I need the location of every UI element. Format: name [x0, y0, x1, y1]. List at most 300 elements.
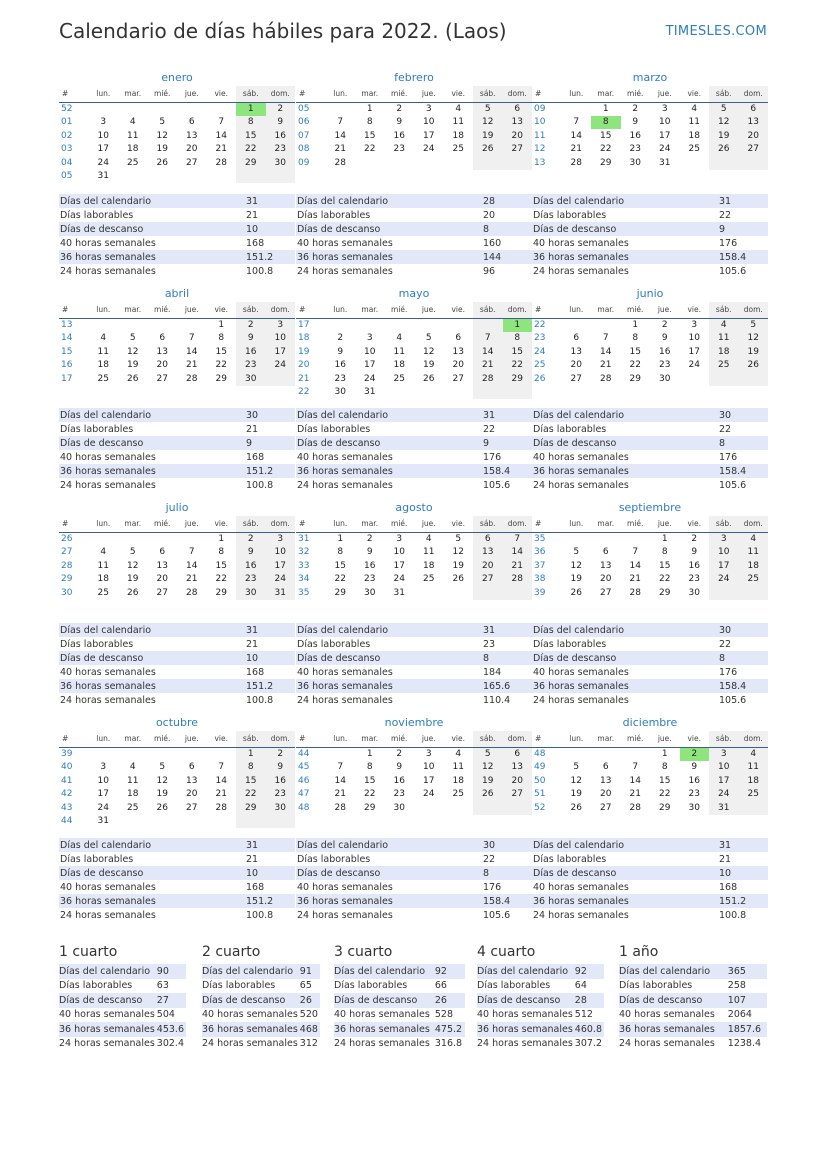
- day-cell[interactable]: 22: [659, 574, 671, 585]
- day-cell[interactable]: 27: [739, 143, 769, 157]
- day-cell[interactable]: 19: [570, 789, 582, 800]
- day-cell[interactable]: 16: [688, 560, 700, 571]
- day-cell[interactable]: 14: [629, 775, 641, 786]
- day-cell[interactable]: 1: [503, 318, 533, 332]
- day-cell[interactable]: 28: [334, 802, 346, 813]
- day-cell[interactable]: 8: [661, 762, 668, 773]
- day-cell[interactable]: 28: [473, 372, 503, 386]
- day-cell[interactable]: 18: [739, 774, 769, 788]
- day-cell[interactable]: 19: [156, 789, 168, 800]
- day-cell[interactable]: 25: [97, 587, 109, 598]
- day-cell[interactable]: 1: [366, 104, 373, 114]
- day-cell[interactable]: 25: [127, 802, 139, 813]
- day-cell[interactable]: 3: [266, 318, 296, 332]
- day-cell[interactable]: 11: [393, 346, 405, 357]
- day-cell[interactable]: 23: [236, 573, 266, 587]
- day-cell[interactable]: 6: [159, 333, 166, 344]
- day-cell[interactable]: 30: [266, 801, 296, 815]
- day-cell[interactable]: 14: [570, 130, 582, 141]
- day-cell[interactable]: 19: [473, 774, 503, 788]
- day-cell[interactable]: 17: [423, 130, 435, 141]
- day-cell[interactable]: 8: [661, 547, 668, 558]
- day-cell[interactable]: 3: [425, 749, 432, 759]
- day-cell[interactable]: 3: [396, 534, 403, 544]
- day-cell[interactable]: 8: [236, 761, 266, 775]
- day-cell[interactable]: 22: [503, 359, 533, 373]
- day-cell[interactable]: 24: [97, 157, 109, 168]
- day-cell[interactable]: 26: [570, 587, 582, 598]
- day-cell[interactable]: 27: [503, 143, 533, 157]
- day-cell[interactable]: 12: [709, 116, 739, 130]
- day-cell[interactable]: 5: [473, 102, 503, 116]
- day-cell[interactable]: 7: [218, 117, 225, 128]
- day-cell[interactable]: 14: [186, 560, 198, 571]
- day-cell[interactable]: 17: [97, 144, 109, 155]
- day-cell[interactable]: 14: [215, 775, 227, 786]
- day-cell[interactable]: 31: [97, 816, 109, 827]
- day-cell[interactable]: 28: [503, 573, 533, 587]
- day-cell[interactable]: 11: [739, 761, 769, 775]
- day-cell[interactable]: 24: [393, 574, 405, 585]
- day-cell[interactable]: 8: [337, 547, 344, 558]
- day-cell[interactable]: 23: [688, 789, 700, 800]
- day-cell[interactable]: 18: [97, 574, 109, 585]
- day-cell[interactable]: 26: [473, 788, 503, 802]
- day-cell[interactable]: 2: [337, 333, 344, 344]
- day-cell[interactable]: 1: [632, 320, 639, 330]
- day-cell[interactable]: 11: [452, 762, 464, 773]
- day-cell[interactable]: 5: [573, 762, 580, 773]
- day-cell[interactable]: 13: [570, 346, 582, 357]
- day-cell[interactable]: 28: [334, 157, 346, 168]
- day-cell[interactable]: 7: [188, 547, 195, 558]
- day-cell[interactable]: 31: [97, 171, 109, 182]
- day-cell[interactable]: 30: [236, 372, 266, 386]
- day-cell[interactable]: 6: [503, 747, 533, 761]
- day-cell[interactable]: 4: [455, 104, 462, 114]
- day-cell[interactable]: 11: [97, 346, 109, 357]
- day-cell[interactable]: 10: [97, 130, 109, 141]
- day-cell[interactable]: 5: [455, 534, 462, 544]
- day-cell[interactable]: 1: [661, 749, 668, 759]
- day-cell[interactable]: 18: [452, 775, 464, 786]
- day-cell[interactable]: 30: [334, 387, 346, 398]
- day-cell[interactable]: 29: [236, 801, 266, 815]
- day-cell[interactable]: 26: [452, 574, 464, 585]
- day-cell[interactable]: 8: [591, 116, 621, 130]
- day-cell[interactable]: 30: [364, 587, 376, 598]
- day-cell[interactable]: 6: [602, 762, 609, 773]
- day-cell[interactable]: 7: [503, 532, 533, 546]
- day-cell[interactable]: 20: [570, 360, 582, 371]
- day-cell[interactable]: 2: [266, 747, 296, 761]
- day-cell[interactable]: 17: [659, 130, 671, 141]
- day-cell[interactable]: 30: [266, 156, 296, 170]
- day-cell[interactable]: 23: [266, 143, 296, 157]
- day-cell[interactable]: 26: [709, 143, 739, 157]
- day-cell[interactable]: 16: [364, 560, 376, 571]
- day-cell[interactable]: 29: [236, 156, 266, 170]
- day-cell[interactable]: 29: [629, 373, 641, 384]
- day-cell[interactable]: 10: [709, 761, 739, 775]
- day-cell[interactable]: 9: [366, 547, 373, 558]
- day-cell[interactable]: 4: [691, 104, 698, 114]
- day-cell[interactable]: 12: [127, 560, 139, 571]
- day-cell[interactable]: 20: [186, 144, 198, 155]
- day-cell[interactable]: 9: [236, 332, 266, 346]
- day-cell[interactable]: 16: [334, 360, 346, 371]
- day-cell[interactable]: 7: [337, 762, 344, 773]
- day-cell[interactable]: 1: [366, 749, 373, 759]
- day-cell[interactable]: 3: [661, 104, 668, 114]
- day-cell[interactable]: 25: [452, 789, 464, 800]
- day-cell[interactable]: 6: [188, 762, 195, 773]
- day-cell[interactable]: 27: [570, 373, 582, 384]
- day-cell[interactable]: 4: [709, 318, 739, 332]
- day-cell[interactable]: 10: [709, 546, 739, 560]
- day-cell[interactable]: 12: [156, 130, 168, 141]
- day-cell[interactable]: 4: [455, 749, 462, 759]
- day-cell[interactable]: 11: [423, 547, 435, 558]
- day-cell[interactable]: 20: [452, 360, 464, 371]
- day-cell[interactable]: 13: [503, 116, 533, 130]
- day-cell[interactable]: 21: [629, 789, 641, 800]
- day-cell[interactable]: 6: [455, 333, 462, 344]
- day-cell[interactable]: 23: [629, 144, 641, 155]
- day-cell[interactable]: 21: [186, 360, 198, 371]
- day-cell[interactable]: 14: [334, 775, 346, 786]
- day-cell[interactable]: 2: [680, 747, 710, 761]
- day-cell[interactable]: 22: [659, 789, 671, 800]
- day-cell[interactable]: 7: [188, 333, 195, 344]
- day-cell[interactable]: 5: [425, 333, 432, 344]
- day-cell[interactable]: 15: [659, 560, 671, 571]
- day-cell[interactable]: 25: [739, 573, 769, 587]
- day-cell[interactable]: 6: [159, 547, 166, 558]
- day-cell[interactable]: 30: [688, 587, 700, 598]
- day-cell[interactable]: 8: [218, 333, 225, 344]
- day-cell[interactable]: 20: [156, 574, 168, 585]
- day-cell[interactable]: 21: [629, 574, 641, 585]
- day-cell[interactable]: 11: [127, 775, 139, 786]
- day-cell[interactable]: 17: [423, 775, 435, 786]
- day-cell[interactable]: 24: [688, 360, 700, 371]
- day-cell[interactable]: 29: [334, 587, 346, 598]
- day-cell[interactable]: 15: [215, 346, 227, 357]
- day-cell[interactable]: 13: [186, 130, 198, 141]
- day-cell[interactable]: 26: [739, 359, 769, 373]
- day-cell[interactable]: 11: [688, 117, 700, 128]
- day-cell[interactable]: 12: [473, 116, 503, 130]
- day-cell[interactable]: 24: [423, 789, 435, 800]
- day-cell[interactable]: 15: [236, 129, 266, 143]
- day-cell[interactable]: 22: [364, 789, 376, 800]
- day-cell[interactable]: 17: [266, 345, 296, 359]
- day-cell[interactable]: 26: [127, 587, 139, 598]
- day-cell[interactable]: 21: [334, 789, 346, 800]
- day-cell[interactable]: 28: [186, 587, 198, 598]
- day-cell[interactable]: 24: [97, 802, 109, 813]
- day-cell[interactable]: 12: [570, 775, 582, 786]
- day-cell[interactable]: 18: [127, 144, 139, 155]
- day-cell[interactable]: 30: [236, 586, 266, 600]
- day-cell[interactable]: 27: [473, 573, 503, 587]
- day-cell[interactable]: 22: [334, 574, 346, 585]
- day-cell[interactable]: 3: [100, 117, 107, 128]
- day-cell[interactable]: 15: [364, 130, 376, 141]
- day-cell[interactable]: 26: [156, 802, 168, 813]
- day-cell[interactable]: 1: [236, 747, 266, 761]
- day-cell[interactable]: 22: [600, 144, 612, 155]
- day-cell[interactable]: 5: [709, 102, 739, 116]
- day-cell[interactable]: 19: [127, 574, 139, 585]
- day-cell[interactable]: 26: [570, 802, 582, 813]
- day-cell[interactable]: 31: [393, 587, 405, 598]
- day-cell[interactable]: 23: [688, 574, 700, 585]
- day-cell[interactable]: 29: [659, 802, 671, 813]
- day-cell[interactable]: 20: [600, 789, 612, 800]
- day-cell[interactable]: 7: [632, 762, 639, 773]
- day-cell[interactable]: 5: [129, 547, 136, 558]
- day-cell[interactable]: 6: [188, 117, 195, 128]
- day-cell[interactable]: 22: [364, 144, 376, 155]
- day-cell[interactable]: 25: [739, 788, 769, 802]
- day-cell[interactable]: 10: [393, 547, 405, 558]
- day-cell[interactable]: 16: [236, 559, 266, 573]
- day-cell[interactable]: 5: [159, 762, 166, 773]
- day-cell[interactable]: 18: [739, 559, 769, 573]
- day-cell[interactable]: 28: [570, 157, 582, 168]
- day-cell[interactable]: 18: [97, 360, 109, 371]
- day-cell[interactable]: 19: [423, 360, 435, 371]
- day-cell[interactable]: 18: [709, 345, 739, 359]
- day-cell[interactable]: 29: [659, 587, 671, 598]
- day-cell[interactable]: 19: [127, 360, 139, 371]
- day-cell[interactable]: 29: [503, 372, 533, 386]
- day-cell[interactable]: 11: [452, 117, 464, 128]
- day-cell[interactable]: 5: [573, 547, 580, 558]
- day-cell[interactable]: 15: [364, 775, 376, 786]
- day-cell[interactable]: 9: [691, 547, 698, 558]
- day-cell[interactable]: 21: [570, 144, 582, 155]
- day-cell[interactable]: 17: [266, 559, 296, 573]
- day-cell[interactable]: 28: [215, 802, 227, 813]
- day-cell[interactable]: 27: [600, 802, 612, 813]
- day-cell[interactable]: 4: [100, 333, 107, 344]
- day-cell[interactable]: 15: [503, 345, 533, 359]
- day-cell[interactable]: 28: [629, 802, 641, 813]
- day-cell[interactable]: 20: [503, 129, 533, 143]
- day-cell[interactable]: 12: [127, 346, 139, 357]
- day-cell[interactable]: 1: [661, 534, 668, 544]
- day-cell[interactable]: 14: [186, 346, 198, 357]
- day-cell[interactable]: 1: [218, 534, 225, 544]
- day-cell[interactable]: 6: [473, 532, 503, 546]
- day-cell[interactable]: 12: [739, 332, 769, 346]
- day-cell[interactable]: 27: [452, 373, 464, 384]
- day-cell[interactable]: 27: [600, 587, 612, 598]
- day-cell[interactable]: 21: [186, 574, 198, 585]
- day-cell[interactable]: 30: [688, 802, 700, 813]
- day-cell[interactable]: 29: [600, 157, 612, 168]
- day-cell[interactable]: 12: [156, 775, 168, 786]
- day-cell[interactable]: 23: [266, 788, 296, 802]
- day-cell[interactable]: 5: [159, 117, 166, 128]
- day-cell[interactable]: 3: [691, 320, 698, 330]
- day-cell[interactable]: 13: [156, 560, 168, 571]
- day-cell[interactable]: 17: [97, 789, 109, 800]
- day-cell[interactable]: 27: [156, 587, 168, 598]
- day-cell[interactable]: 3: [100, 762, 107, 773]
- day-cell[interactable]: 14: [334, 130, 346, 141]
- day-cell[interactable]: 14: [629, 560, 641, 571]
- day-cell[interactable]: 2: [396, 749, 403, 759]
- day-cell[interactable]: 14: [600, 346, 612, 357]
- day-cell[interactable]: 27: [186, 802, 198, 813]
- day-cell[interactable]: 3: [425, 104, 432, 114]
- day-cell[interactable]: 24: [659, 144, 671, 155]
- day-cell[interactable]: 10: [97, 775, 109, 786]
- day-cell[interactable]: 25: [423, 574, 435, 585]
- day-cell[interactable]: 29: [364, 802, 376, 813]
- day-cell[interactable]: 18: [688, 130, 700, 141]
- day-cell[interactable]: 9: [632, 117, 639, 128]
- day-cell[interactable]: 19: [452, 560, 464, 571]
- day-cell[interactable]: 2: [396, 104, 403, 114]
- day-cell[interactable]: 25: [393, 373, 405, 384]
- day-cell[interactable]: 31: [659, 157, 671, 168]
- day-cell[interactable]: 28: [186, 373, 198, 384]
- day-cell[interactable]: 2: [632, 104, 639, 114]
- day-cell[interactable]: 4: [739, 532, 769, 546]
- day-cell[interactable]: 13: [186, 775, 198, 786]
- day-cell[interactable]: 29: [215, 587, 227, 598]
- day-cell[interactable]: 22: [236, 788, 266, 802]
- day-cell[interactable]: 23: [393, 144, 405, 155]
- day-cell[interactable]: 22: [629, 360, 641, 371]
- day-cell[interactable]: 10: [266, 546, 296, 560]
- day-cell[interactable]: 16: [688, 775, 700, 786]
- day-cell[interactable]: 9: [396, 117, 403, 128]
- day-cell[interactable]: 9: [337, 346, 344, 357]
- day-cell[interactable]: 10: [688, 333, 700, 344]
- day-cell[interactable]: 15: [659, 775, 671, 786]
- day-cell[interactable]: 25: [452, 144, 464, 155]
- day-cell[interactable]: 13: [156, 346, 168, 357]
- day-cell[interactable]: 23: [236, 359, 266, 373]
- day-cell[interactable]: 14: [473, 345, 503, 359]
- day-cell[interactable]: 28: [600, 373, 612, 384]
- day-cell[interactable]: 11: [739, 546, 769, 560]
- brand-link[interactable]: TIMESLES.COM: [665, 24, 767, 39]
- day-cell[interactable]: 2: [366, 534, 373, 544]
- day-cell[interactable]: 20: [473, 559, 503, 573]
- day-cell[interactable]: 15: [334, 560, 346, 571]
- day-cell[interactable]: 17: [688, 346, 700, 357]
- day-cell[interactable]: 17: [364, 360, 376, 371]
- day-cell[interactable]: 14: [503, 546, 533, 560]
- day-cell[interactable]: 7: [573, 117, 580, 128]
- day-cell[interactable]: 26: [127, 373, 139, 384]
- day-cell[interactable]: 22: [215, 360, 227, 371]
- day-cell[interactable]: 25: [97, 373, 109, 384]
- day-cell[interactable]: 10: [659, 117, 671, 128]
- day-cell[interactable]: 21: [215, 789, 227, 800]
- day-cell[interactable]: 13: [503, 761, 533, 775]
- day-cell[interactable]: 26: [423, 373, 435, 384]
- day-cell[interactable]: 1: [218, 320, 225, 330]
- day-cell[interactable]: 31: [364, 387, 376, 398]
- day-cell[interactable]: 4: [739, 747, 769, 761]
- day-cell[interactable]: 19: [739, 345, 769, 359]
- day-cell[interactable]: 30: [659, 373, 671, 384]
- day-cell[interactable]: 26: [156, 157, 168, 168]
- day-cell[interactable]: 5: [739, 318, 769, 332]
- day-cell[interactable]: 2: [661, 320, 668, 330]
- day-cell[interactable]: 30: [393, 802, 405, 813]
- day-cell[interactable]: 12: [452, 547, 464, 558]
- day-cell[interactable]: 1: [236, 102, 266, 116]
- day-cell[interactable]: 8: [632, 333, 639, 344]
- day-cell[interactable]: 24: [266, 573, 296, 587]
- day-cell[interactable]: 17: [709, 559, 739, 573]
- day-cell[interactable]: 10: [266, 332, 296, 346]
- day-cell[interactable]: 14: [215, 130, 227, 141]
- day-cell[interactable]: 19: [709, 129, 739, 143]
- day-cell[interactable]: 7: [473, 332, 503, 346]
- day-cell[interactable]: 12: [570, 560, 582, 571]
- day-cell[interactable]: 11: [97, 560, 109, 571]
- day-cell[interactable]: 4: [425, 534, 432, 544]
- day-cell[interactable]: 27: [503, 788, 533, 802]
- day-cell[interactable]: 25: [688, 144, 700, 155]
- day-cell[interactable]: 20: [503, 774, 533, 788]
- day-cell[interactable]: 6: [602, 547, 609, 558]
- day-cell[interactable]: 15: [236, 774, 266, 788]
- day-cell[interactable]: 21: [334, 144, 346, 155]
- day-cell[interactable]: 8: [366, 117, 373, 128]
- day-cell[interactable]: 7: [337, 117, 344, 128]
- day-cell[interactable]: 31: [266, 586, 296, 600]
- day-cell[interactable]: 15: [629, 346, 641, 357]
- day-cell[interactable]: 16: [393, 775, 405, 786]
- day-cell[interactable]: 10: [364, 346, 376, 357]
- day-cell[interactable]: 21: [215, 144, 227, 155]
- day-cell[interactable]: 5: [129, 333, 136, 344]
- day-cell[interactable]: 20: [739, 129, 769, 143]
- day-cell[interactable]: 3: [709, 532, 739, 546]
- day-cell[interactable]: 29: [215, 373, 227, 384]
- day-cell[interactable]: 25: [709, 359, 739, 373]
- day-cell[interactable]: 4: [100, 547, 107, 558]
- day-cell[interactable]: 8: [366, 762, 373, 773]
- day-cell[interactable]: 30: [629, 157, 641, 168]
- day-cell[interactable]: 16: [393, 130, 405, 141]
- day-cell[interactable]: 26: [473, 143, 503, 157]
- day-cell[interactable]: 24: [709, 573, 739, 587]
- day-cell[interactable]: 2: [236, 318, 266, 332]
- day-cell[interactable]: 6: [573, 333, 580, 344]
- day-cell[interactable]: 18: [423, 560, 435, 571]
- day-cell[interactable]: 4: [396, 333, 403, 344]
- day-cell[interactable]: 3: [709, 747, 739, 761]
- day-cell[interactable]: 5: [473, 747, 503, 761]
- day-cell[interactable]: 10: [423, 117, 435, 128]
- day-cell[interactable]: 24: [423, 144, 435, 155]
- day-cell[interactable]: 22: [215, 574, 227, 585]
- day-cell[interactable]: 1: [337, 534, 344, 544]
- day-cell[interactable]: 11: [709, 332, 739, 346]
